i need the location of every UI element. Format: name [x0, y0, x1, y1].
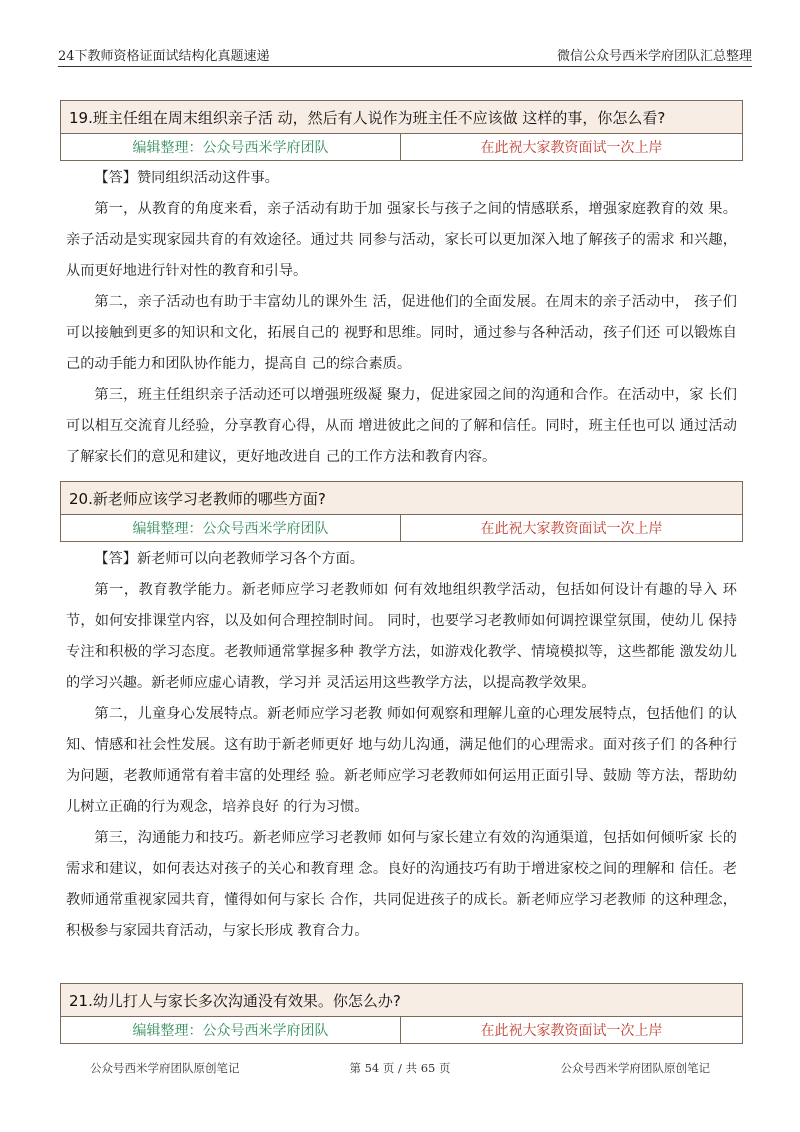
- question-block-21: [60, 983, 743, 1044]
- question-title: 21.幼儿打人与家长多次沟通没有效果。你怎么办?: [61, 984, 742, 1017]
- answer-paragraph: 第一，教育教学能力。新老师应学习老教师如 何有效地组织教学活动，包括如何设计有趣的导入 环节，如何安排课堂内容，以及如何合理控制时间。 同时，也要学习老教师如何调控课堂氛围，使幼儿 保持专注和积极的学习态度。老教师通常掌握多种 教学方法，如游戏化教学、情境模拟等，这些都能 激发幼儿的学习兴趣。新老师应虚心请教，学习并 灵活运用这些教学方法，以提高教学效果。: [66, 582, 737, 691]
- answer-paragraph: 第二，亲子活动也有助于丰富幼儿的课外生 活，促进他们的全面发展。在周末的亲子活动中， 孩子们可以接触到更多的知识和文化，拓展自己的 视野和思维。同时，通过参与各种活动，孩子们还 可以锻炼自己的动手能力和团队协作能力，提高自 己的综合素质。: [66, 294, 737, 372]
- answer-paragraph: 第三，沟通能力和技巧。新老师应学习老教师 如何与家长建立有效的沟通渠道，包括如何倾听家 长的需求和建议，如何表达对孩子的关心和教育理 念。良好的沟通技巧有助于增进家校之间的理解和 信任。老教师通常重视家园共育，懂得如何与家长 合作，共同促进孩子的成长。新老师应学习老教师 的这种理念，积极参与家园共育活动，与家长形成 教育合力。: [66, 830, 737, 939]
- header-divider: [58, 66, 752, 67]
- question-header-box: [60, 100, 743, 161]
- wish-text: 在此祝大家教资面试一次上岸: [480, 521, 663, 537]
- question-header-box: [60, 481, 743, 542]
- question-title: 19.班主任组在周末组织亲子活 动，然后有人说作为班主任不应该做 这样的事，你怎么看?: [61, 101, 742, 134]
- question-meta-row: [61, 1017, 742, 1043]
- header-left-title: 24下教师资格证面试结构化真题速递: [58, 49, 270, 64]
- page-number: 第 54 页 / 共 65 页: [349, 1061, 451, 1075]
- footer-left-note: 公众号西米学府团队原创笔记: [90, 1061, 240, 1075]
- answer-body: [60, 161, 743, 473]
- editor-credit: 编辑整理：公众号西米学府团队: [61, 515, 401, 541]
- answer-paragraph: 第一，从教育的角度来看，亲子活动有助于加 强家长与孩子之间的情感联系，增强家庭教育的效 果。亲子活动是实现家园共育的有效途径。通过共 同参与活动，家长可以更加深入地了解孩子的需求 和兴趣，从而更好地进行针对性的教育和引导。: [66, 201, 737, 279]
- footer-right-note: 公众号西米学府团队原创笔记: [560, 1061, 710, 1075]
- question-block-19: [60, 100, 743, 473]
- question-block-20: [60, 481, 743, 947]
- question-title: 20.新老师应该学习老教师的哪些方面?: [61, 482, 742, 515]
- question-meta-row: [61, 515, 742, 541]
- question-header-box: [60, 983, 743, 1044]
- wish-text: 在此祝大家教资面试一次上岸: [480, 140, 663, 156]
- answer-paragraph: 第三，班主任组织亲子活动还可以增强班级凝 聚力，促进家园之间的沟通和合作。在活动中，家 长们可以相互交流育儿经验，分享教育心得，从而 增进彼此之间的了解和信任。同时，班主任也可以 通过活动了解家长们的意见和建议，更好地改进自 己的工作方法和教育内容。: [66, 387, 737, 465]
- editor-credit: 编辑整理：公众号西米学府团队: [61, 134, 401, 160]
- page-header: [58, 38, 752, 64]
- editor-credit: 编辑整理：公众号西米学府团队: [61, 1017, 401, 1043]
- wish-text: 在此祝大家教资面试一次上岸: [480, 1023, 663, 1039]
- page-footer: [90, 1060, 710, 1076]
- question-meta-row: [61, 134, 742, 160]
- answer-body: [60, 542, 743, 947]
- answer-lead: 【答】新老师可以向老教师学习各个方面。: [94, 551, 364, 567]
- answer-paragraph: 第二，儿童身心发展特点。新老师应学习老教 师如何观察和理解儿童的心理发展特点，包括他们 的认知、情感和社会性发展。这有助于新老师更好 地与幼儿沟通，满足他们的心理需求。面对孩子们 的各种行为问题，老教师通常有着丰富的处理经 验。新老师应学习老教师如何运用正面引导、鼓励 等方法，帮助幼儿树立正确的行为观念，培养良好 的行为习惯。: [66, 706, 737, 815]
- header-right-title: 微信公众号西米学府团队汇总整理: [556, 49, 752, 64]
- answer-lead: 【答】赞同组织活动这件事。: [94, 170, 279, 186]
